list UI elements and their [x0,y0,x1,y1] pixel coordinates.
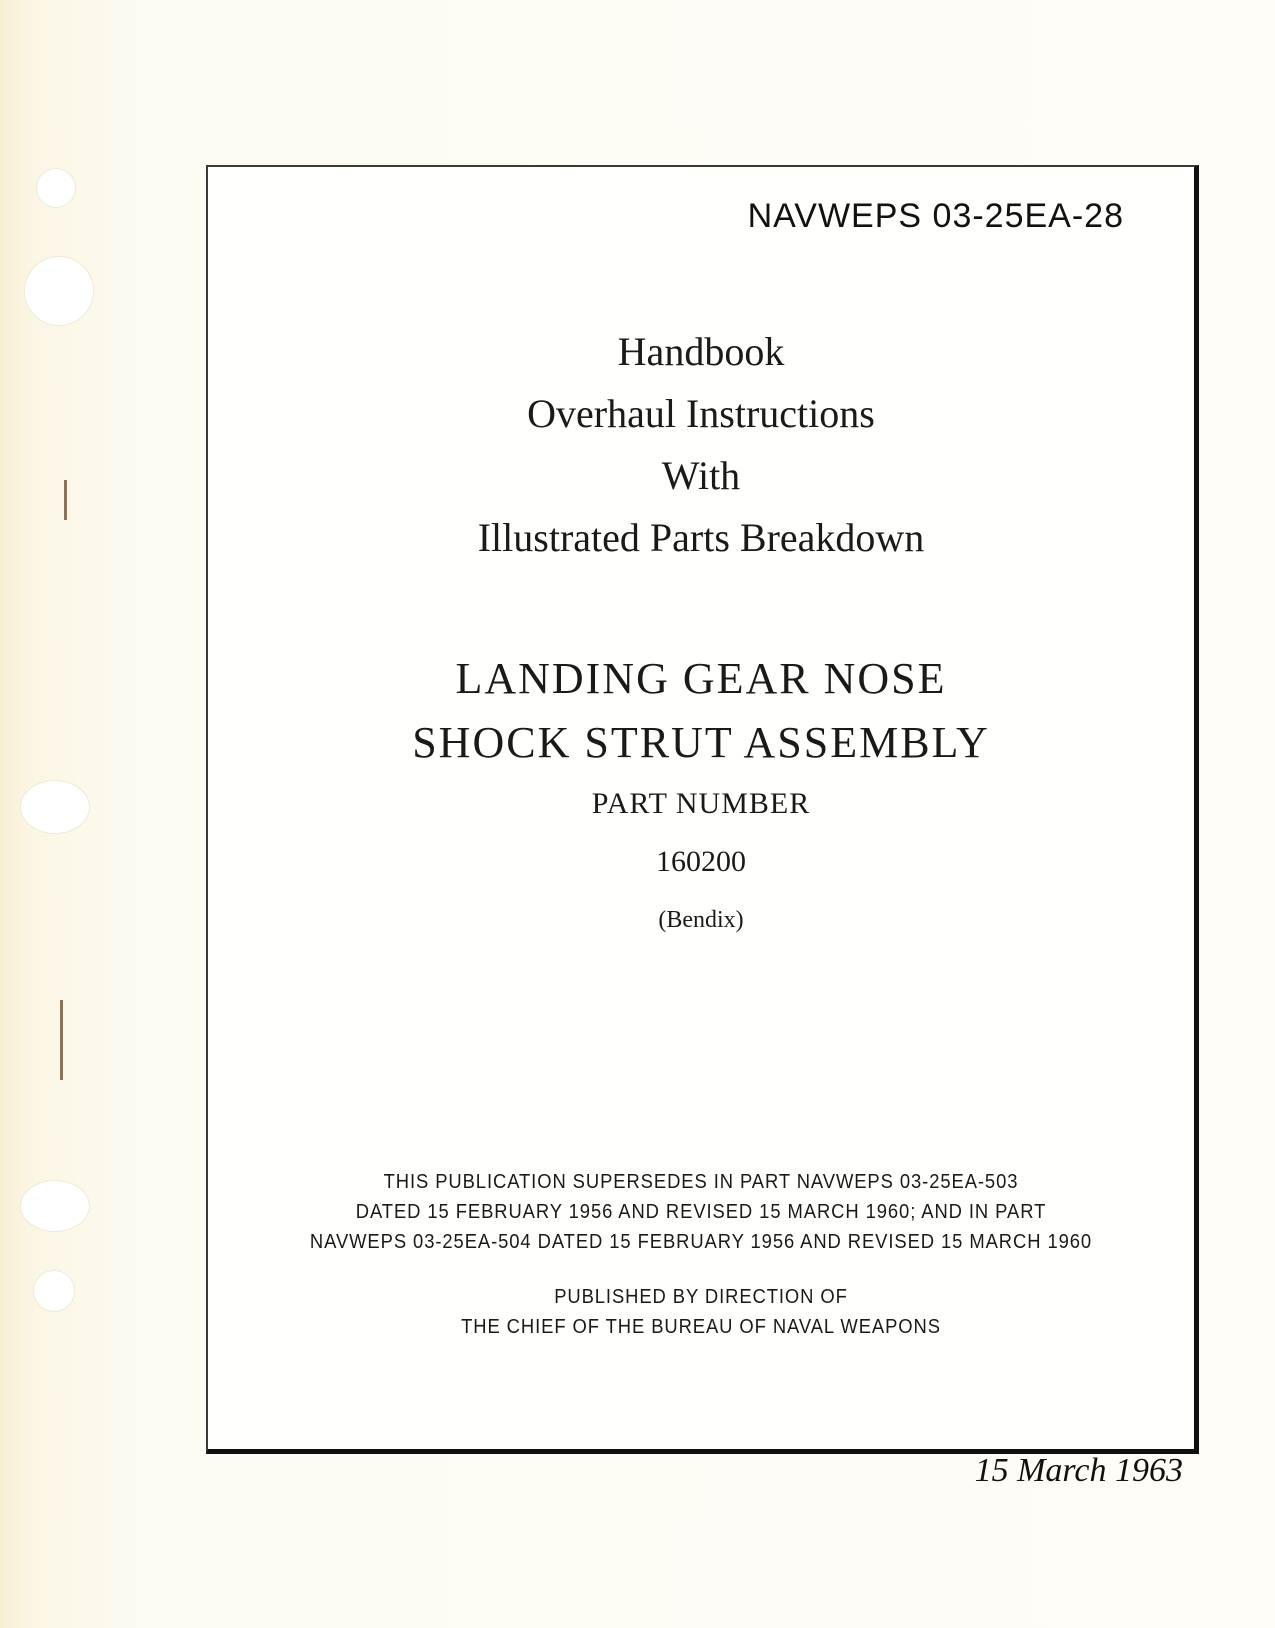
handbook-title [208,321,1194,569]
publisher-line: PUBLISHED BY DIRECTION OF [554,1286,848,1308]
notice-line: NAVWEPS 03-25EA-504 DATED 15 FEBRUARY 1956 AND REVISED 15 MARCH 1960 [309,1231,1093,1253]
binder-hole [24,256,94,326]
publisher-line: THE CHIEF OF THE BUREAU OF NAVAL WEAPONS [461,1316,941,1338]
binder-hole [20,1180,90,1232]
subject-line: LANDING GEAR NOSE [455,654,947,703]
title-line: Handbook [617,329,785,374]
binder-hole [33,1270,75,1312]
binder-hole [20,780,90,834]
supersedes-notice [247,1167,1154,1257]
published-by [247,1282,1154,1342]
paper-stain [60,1000,63,1080]
subject-line: SHOCK STRUT ASSEMBLY [412,718,990,767]
part-number: 160200 [656,845,746,878]
binder-hole [36,168,76,208]
subject-title [208,647,1194,775]
publication-number: NAVWEPS 03-25EA-28 [747,197,1124,235]
title-page-frame [206,165,1199,1454]
title-line: Overhaul Instructions [527,391,875,436]
paper-stain [64,480,67,520]
notice-line: DATED 15 FEBRUARY 1956 AND REVISED 15 MARCH 1960; AND IN PART [355,1201,1047,1223]
publication-date: 15 March 1963 [974,1452,1183,1489]
title-line: Illustrated Parts Breakdown [477,515,925,560]
part-number-label: PART NUMBER [591,787,811,820]
manufacturer: (Bendix) [658,907,744,933]
notice-line: THIS PUBLICATION SUPERSEDES IN PART NAVWEPS 03-25EA-503 [383,1171,1019,1193]
title-line: With [661,453,741,498]
